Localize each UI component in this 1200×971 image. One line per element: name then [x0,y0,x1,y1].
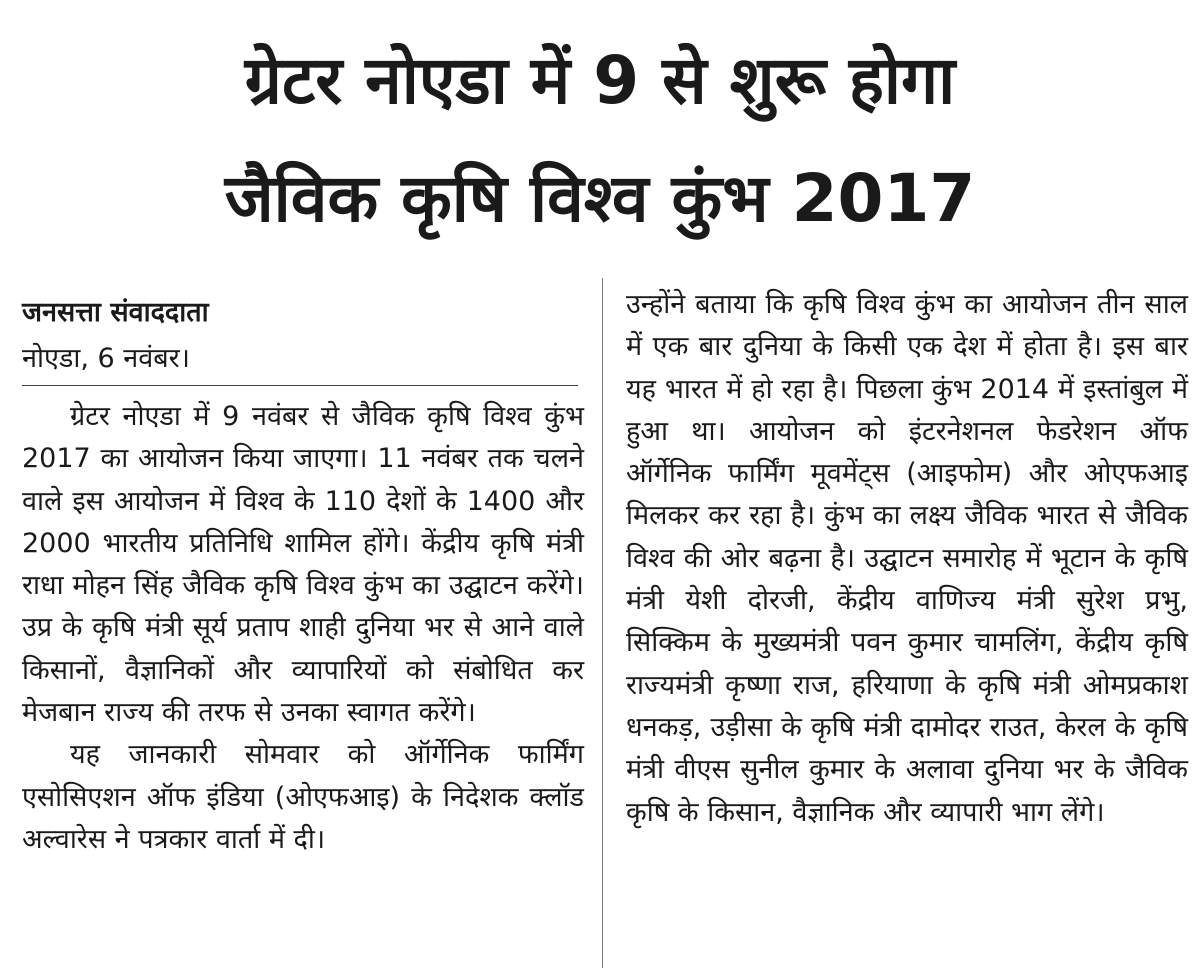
column-divider [602,278,603,968]
headline-line-1: ग्रेटर नोएडा में 9 से शुरू होगा [244,42,956,119]
article-column-left [22,396,584,861]
byline-dateline: नोएडा, 6 नवंबर। [22,343,190,374]
article-column-right [626,284,1188,834]
paragraph-2: यह जानकारी सोमवार को ऑर्गेनिक फार्मिंग एसोसिएशन ऑफ इंडिया (ओएफआइ) के निदेशक क्लॉड अल्वारेस ने पत्रकार वार्ता में दी। [22,739,584,855]
byline-author: जनसत्ता संवाददाता [22,297,209,328]
paragraph-1: ग्रेटर नोएडा में 9 नवंबर से जैविक कृषि विश्व कुंभ 2017 का आयोजन किया जाएगा। 11 नवंबर तक चलने वाले इस आयोजन में विश्व के 110 देशों के 1400 और 2000 भारतीय प्रतिनिधि शामिल होंगे। केंद्रीय कृषि मंत्री राधा मोहन सिंह जैविक कृषि विश्व कुंभ का उद्घाटन करेंगे। उप्र के कृषि मंत्री सूर्य प्रताप शाही दुनिया भर से आने वाले किसानों, वैज्ञानिकों और व्यापारियों को संबोधित कर मेजबान राज्य की तरफ से उनका स्वागत करेंगे। [22,401,584,729]
paragraph-3: उन्होंने बताया कि कृषि विश्व कुंभ का आयोजन तीन साल में एक बार दुनिया के किसी एक देश में होता है। इस बार यह भारत में हो रहा है। पिछला कुंभ 2014 में इस्तांबुल में हुआ था। आयोजन को इंटरनेशनल फेडरेशन ऑफ ऑर्गेनिक फार्मिंग मूवमेंट्स (आइफोम) और ओएफआइ मिलकर कर रहा है। कुंभ का लक्ष्य जैविक भारत से जैविक विश्व की ओर बढ़ना है। उद्घाटन समारोह में भूटान के कृषि मंत्री येशी दोरजी, केंद्रीय वाणिज्य मंत्री सुरेश प्रभु, सिक्किम के मुख्यमंत्री पवन कुमार चामलिंग, केंद्रीय कृषि राज्यमंत्री कृष्णा राज, हरियाणा के कृषि मंत्री ओमप्रकाश धनकड़, उड़ीसा के कृषि मंत्री दामोदर राउत, केरल के कृषि मंत्री वीएस सुनील कुमार के अलावा दुनिया भर के जैविक कृषि के किसान, वैज्ञानिक और व्यापारी भाग लेंगे। [626,289,1188,828]
byline [22,290,209,382]
byline-rule [22,385,578,386]
headline-line-2: जैविक कृषि विश्व कुंभ 2017 [224,160,976,237]
headline [20,22,1180,258]
